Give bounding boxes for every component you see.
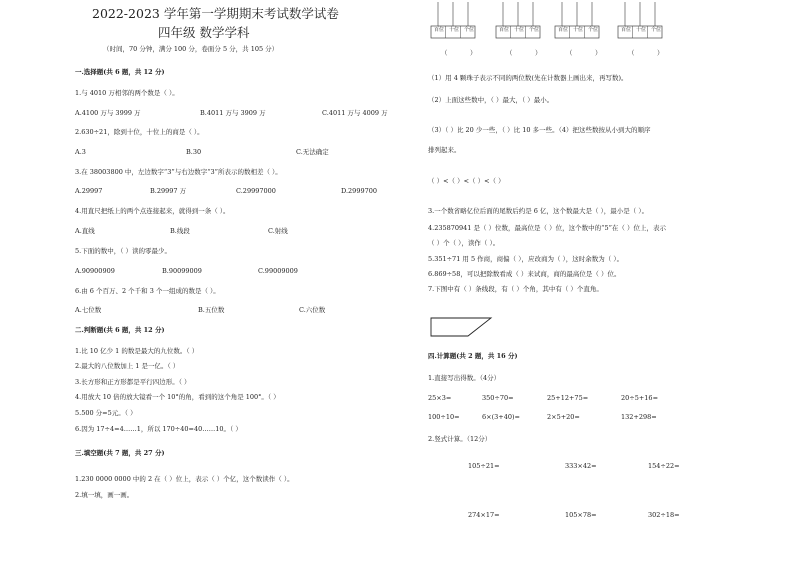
question-text: （2）上面这些数中，（ ）最大，（ ）最小。 [428,96,554,104]
section-heading: 二.判断题(共 6 题，共 12 分) [75,326,165,334]
option-text: C.4011 万与 4009 万 [322,109,388,117]
option-text: C.29997000 [236,187,276,195]
section-heading: 四.计算题(共 2 题，共 16 分) [428,352,518,360]
calc-item: 274×17= [468,511,500,519]
order-blanks: （ ）<（ ）<（ ）<（ ） [428,177,505,185]
abacus-label: 个位 [529,27,540,33]
option-text: C.射线 [268,227,288,235]
question-text: 3.长方形和正方形都是平行四边形。（ ） [75,378,191,386]
answer-paren-open: （ [628,49,635,57]
question-text: 1.直接写出得数。（4分） [428,374,501,382]
option-text: D.2999700 [341,187,377,195]
trapezoid-figure [428,315,494,339]
question-text: 1.比 10 亿少 1 的数是最大的九位数。（ ） [75,347,199,355]
question-text: 5.下面的数中，（ ）读的零最少。 [75,247,172,255]
abacus-label: 十位 [573,27,584,33]
abacus-counter [617,0,663,40]
page-subtitle: 四年级 数学学科 [158,25,250,40]
question-text: 6.因为 17÷4=4……1，所以 170÷40=40……10。（ ） [75,425,242,433]
question-text: 6.869÷58，可以把除数看成（ ）来试商，商的最高位是（ ）位。 [428,270,621,278]
abacus-label: 个位 [588,27,599,33]
section-heading: 三.填空题(共 7 题，共 27 分) [75,449,165,457]
question-text: 4.235870941 是（ ）位数，最高位是（ ）位，这个数中的“5”在（ ）位上，表示 [428,224,666,232]
answer-paren-close: ） [470,49,477,57]
question-text: 2.最大的八位数加上 1 是一亿。（ ） [75,362,180,370]
question-text: 6.由 6 个百万、2 个千和 3 个一组成的数是（ ）。 [75,287,220,295]
question-text: 1.与 4010 万相邻的两个数是（ ）。 [75,89,179,97]
calc-item: 100÷10= [428,413,460,421]
question-text: 2.630÷21，除到十位，十位上的商是（ ）。 [75,128,204,136]
abacus-counter [495,0,541,40]
question-text: 5.351÷71 用 5 作商，商偏（ ），应改商为（ ），这时余数为（ ）。 [428,255,624,263]
abacus-label: 十位 [514,27,525,33]
question-text: （3）（ ）比 20 少一些，（ ）比 10 多一些。（4）把这些数按从小到大的顺序 [428,126,651,134]
calc-item: 154÷22= [648,462,680,470]
calc-item: 302÷18= [648,511,680,519]
answer-paren-open: （ [441,49,448,57]
option-text: C.99009009 [258,267,298,275]
abacus-label: 百位 [434,27,445,33]
section-heading: 一.选择题(共 6 题，共 12 分) [75,68,165,76]
abacus-counter [554,0,600,40]
option-text: C.无法确定 [296,148,329,156]
option-text: A.4100 万与 3999 万 [75,109,141,117]
option-text: A.3 [75,148,86,156]
page-title: 2022-2023 学年第一学期期末考试数学试卷 [92,6,339,21]
abacus-label: 百位 [558,27,569,33]
calc-item: 20÷5+16= [621,394,659,402]
abacus-label: 百位 [621,27,632,33]
calc-item: 350÷70= [482,394,514,402]
option-text: A.直线 [75,227,95,235]
option-text: C.六位数 [299,306,326,314]
option-text: A.90900909 [75,267,115,275]
calc-item: 2×5+20= [547,413,580,421]
question-text: 5.500 分=5元。（ ） [75,409,137,417]
abacus-label: 个位 [464,27,475,33]
question-text: （ ）个（ ），读作（ ）。 [428,239,500,247]
answer-paren-close: ） [595,49,602,57]
option-text: B.90099009 [162,267,202,275]
answer-paren-close: ） [657,49,664,57]
exam-note: （时间，70 分钟，满分 100 分，卷面分 5 分，共 105 分） [103,45,279,53]
calc-item: 6×(3+40)= [482,413,520,421]
option-text: A.29997 [75,187,103,195]
calc-item: 25×3= [428,394,452,402]
question-text: （1）用 4 颗珠子表示不同的两位数(先在计数器上画出来，再写数)。 [428,74,628,82]
option-text: B.线段 [170,227,190,235]
answer-paren-open: （ [506,49,513,57]
question-text: 排列起来。 [428,146,461,154]
option-text: B.30 [186,148,202,156]
calc-item: 132+298= [621,413,657,421]
answer-paren-close: ） [535,49,542,57]
question-text: 7.下图中有（ ）条线段，有（ ）个角，其中有（ ）个直角。 [428,285,603,293]
calc-item: 105×78= [565,511,597,519]
question-text: 4.用直尺把纸上的两个点连接起来，就得到一条（ ）。 [75,207,230,215]
abacus-label: 个位 [651,27,662,33]
option-text: A.七位数 [75,306,102,314]
abacus-counter [430,0,476,40]
question-text: 2.竖式计算。（12分） [428,435,492,443]
option-text: B.4011 万与 3909 万 [200,109,266,117]
option-text: B.29997 万 [150,187,187,195]
answer-paren-open: （ [566,49,573,57]
calc-item: 105÷21= [468,462,500,470]
question-text: 2.填一填，画一画。 [75,491,134,499]
abacus-label: 十位 [449,27,460,33]
abacus-label: 十位 [636,27,647,33]
question-text: 1.230 0000 0000 中的 2 在（ ）位上，表示（ ）个亿，这个数读作（ ）。 [75,475,294,483]
question-text: 4.用放大 10 倍的放大镜看一个 10°的角，看到的这个角是 100°。（ ） [75,393,280,401]
calc-item: 25+12+75= [547,394,589,402]
abacus-label: 百位 [499,27,510,33]
option-text: B.五位数 [198,306,225,314]
question-text: 3.在 38003800 中，左边数字“3”与右边数字“3”所表示的数相差（ ）。 [75,168,282,176]
question-text: 3.一个数省略亿位后面的尾数后约是 6 亿，这个数最大是（ ），最小是（ ）。 [428,207,649,215]
calc-item: 333×42= [565,462,597,470]
